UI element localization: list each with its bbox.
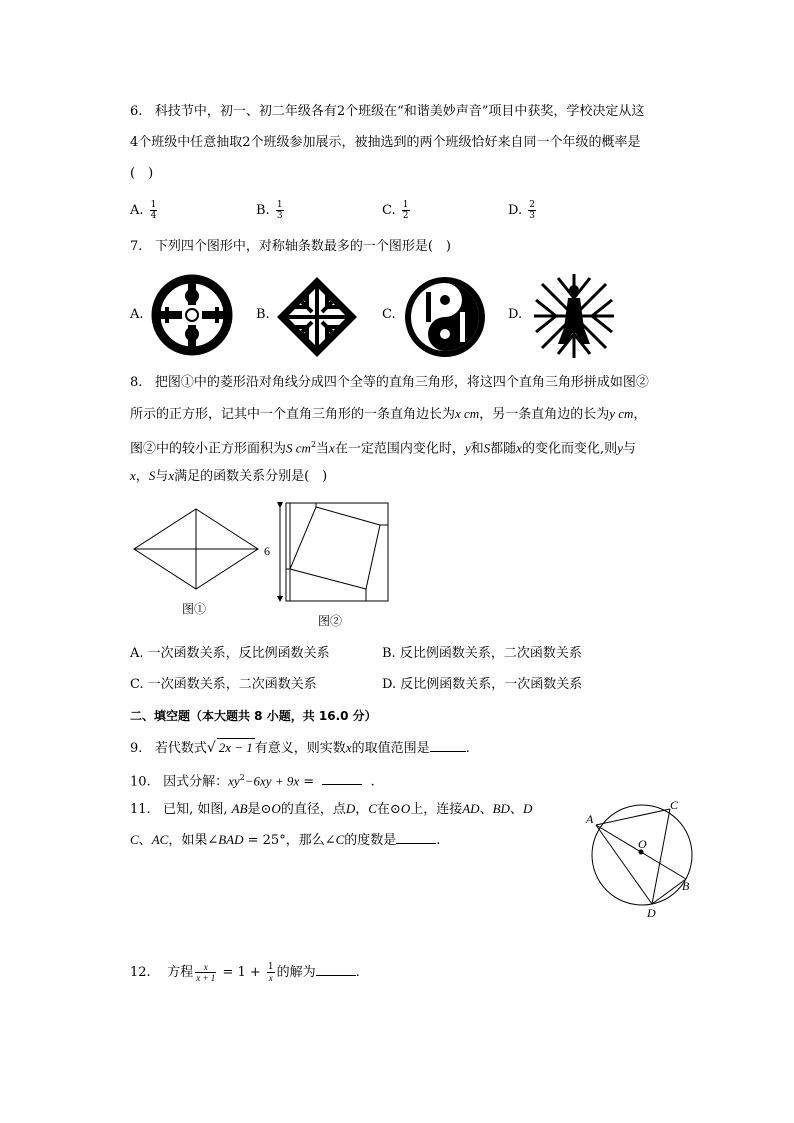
q7-option-d-label: D. (508, 307, 523, 322)
q11-line2 (130, 831, 440, 850)
numerator: 1 (267, 962, 274, 972)
q6-line1 (130, 103, 644, 121)
answer-blank[interactable] (430, 739, 466, 752)
fraction (267, 962, 275, 983)
label-o: O (638, 837, 647, 851)
math-var: y (617, 440, 623, 456)
dot-1 (302, 295, 308, 301)
denominator: 3 (529, 211, 535, 221)
q7-figure-b (274, 274, 360, 360)
q7-figure-a (151, 274, 233, 356)
text: 有意义，则实数 (254, 741, 346, 756)
q8-figure-rhombus (130, 505, 262, 595)
denominator: 4 (150, 211, 157, 221)
option-label: B. (256, 203, 270, 218)
text: 所示的正方形，记其中一个直角三角形的一条直角边长为 (130, 407, 456, 422)
text: ，那么∠ (285, 833, 336, 848)
math-var: AB (231, 801, 248, 816)
math-var: y (464, 440, 471, 456)
sqrt-symbol: √ (206, 740, 216, 756)
q11-number: 11. (130, 802, 151, 817)
math-var: AD (462, 801, 480, 816)
text: 的变化而变化,则 (521, 441, 618, 457)
text: ，如果∠ (168, 833, 219, 848)
math-var: D (345, 801, 356, 816)
text: 都随 (490, 441, 517, 457)
head (569, 285, 579, 295)
text: 方程 (167, 965, 194, 980)
label-c: C (670, 798, 679, 812)
q10-number: 10. (130, 774, 151, 790)
math-var: x (329, 440, 335, 456)
text: 已知, 如图, (163, 802, 232, 817)
numerator: 1 (150, 200, 157, 210)
text: = 25° (243, 833, 286, 848)
math-expr: xy (228, 773, 240, 789)
q8-text-line1: 把图①中的菱形沿对角线分成四个全等的直角三角形，将这四个直角三角形拼成如图② (154, 375, 649, 390)
text: = (299, 774, 315, 790)
tick-r2 (223, 307, 227, 323)
text: 在一定范围内变化时， (334, 441, 465, 457)
q7-figure-c (400, 272, 490, 362)
q8-option-c: C. 一次函数关系，二次函数关系 (130, 677, 317, 692)
denominator: 2 (402, 211, 409, 221)
tick-l1 (157, 307, 161, 323)
text: 、 (509, 802, 523, 817)
text: 是⊙ (247, 802, 272, 817)
answer-blank[interactable] (322, 772, 362, 785)
text: . (355, 965, 360, 980)
denominator: x + 1 (196, 973, 216, 983)
text: 与 (622, 441, 636, 457)
q6-option-c (382, 200, 412, 221)
q8-figure-square (258, 497, 392, 607)
q9-number: 9. (130, 741, 143, 756)
numerator: 1 (402, 200, 409, 210)
math-var: C (335, 832, 345, 847)
q8-number: 8. (130, 375, 143, 390)
numerator: x (195, 962, 216, 973)
q12-number: 12. (130, 965, 151, 980)
math-var: x (516, 440, 522, 456)
math-var: x (168, 468, 175, 483)
q7-line (130, 238, 451, 256)
center-ring (186, 309, 198, 321)
text: 的取值范围是 (351, 741, 430, 756)
q6-paren: ( ) (130, 166, 154, 181)
text: 、 (479, 802, 493, 817)
tick-r1 (215, 307, 219, 323)
yang-dot (440, 329, 450, 339)
q8-line1 (130, 374, 649, 392)
math-var: y cm (609, 406, 634, 421)
text: . (465, 741, 470, 756)
section-title: 二、填空题（本大题共 8 小题，共 16.0 分） (130, 709, 377, 723)
q8-line2 (130, 405, 646, 424)
math-var: D (522, 801, 533, 816)
option-label: D. (508, 203, 523, 218)
option-label: C. (382, 203, 396, 218)
q9-line (130, 738, 470, 758)
q8-fig2-caption: 图② (318, 614, 343, 628)
label-d: D (647, 906, 656, 920)
q6-number: 6. (130, 104, 143, 119)
q8-fig1-caption: 图① (182, 602, 207, 616)
text: 的解为 (276, 965, 316, 980)
q7-option-b-label: B. (256, 307, 270, 322)
inner-tilted-square (290, 507, 380, 589)
denominator: 3 (276, 211, 283, 221)
q8-option-b: B. 反比例函数关系，二次函数关系 (382, 646, 582, 661)
answer-blank[interactable] (316, 963, 356, 976)
fraction (150, 200, 158, 221)
superscript: 2 (239, 773, 245, 782)
label-b: B (682, 879, 690, 893)
dimension-label: 6 (264, 544, 270, 558)
math-var: S (483, 440, 491, 456)
fraction (276, 200, 284, 221)
q8-option-a: A. 一次函数关系，反比例函数关系 (130, 646, 330, 661)
dot-3 (302, 333, 308, 339)
dot-top (185, 289, 199, 303)
text: ， (135, 469, 149, 484)
text: 的直径，点 (280, 802, 346, 817)
dot-2 (326, 295, 332, 301)
math-var: C (130, 832, 139, 847)
dot-4 (326, 333, 332, 339)
text: 上，连接 (410, 802, 463, 817)
option-label: A. (130, 203, 144, 218)
text: ， (633, 407, 647, 422)
math-var: BAD (218, 832, 244, 847)
outer-square (286, 503, 388, 601)
q7-option-a-label: A. (130, 307, 144, 322)
superscript: 2 (310, 440, 317, 449)
math-var: x cm (455, 406, 480, 421)
fraction (402, 200, 410, 221)
math-var: x (345, 740, 352, 755)
text: . (436, 833, 441, 848)
segment-ac (596, 809, 670, 825)
q6-option-d (508, 200, 538, 221)
fraction (528, 200, 536, 221)
q7-figure-d (528, 268, 620, 364)
bar-vertical (426, 292, 431, 322)
text: = 1 + (218, 965, 265, 980)
radicand: 2x − 1 (218, 740, 253, 755)
q8-line3 (130, 436, 636, 458)
tick-l2 (165, 307, 169, 323)
numerator: 2 (529, 200, 535, 210)
q6-text-line2: 4个班级中任意抽取2个班级参加展示，被抽选到的两个班级恰好来自同一个年级的概率是 (130, 135, 641, 150)
q8-option-d: D. 反比例函数关系，一次函数关系 (382, 677, 583, 692)
dot-bottom (185, 327, 199, 341)
denominator: x (268, 973, 273, 983)
text: 当 (316, 441, 330, 457)
q10-line (130, 769, 375, 791)
math-var: x (130, 468, 136, 483)
numerator: 1 (276, 200, 283, 210)
q7-text: 下列四个图形中，对称轴条数最多的一个图形是( ) (154, 239, 451, 254)
math-var: C (368, 801, 377, 816)
math-var: BD (492, 801, 510, 816)
text: ， (355, 802, 369, 817)
text: 和 (470, 441, 484, 457)
answer-blank[interactable] (396, 831, 436, 844)
text: 、 (138, 833, 152, 848)
q6-option-a (130, 200, 159, 221)
fraction (195, 962, 216, 983)
text: 若代数式 (154, 741, 207, 756)
q7-option-c-label: C. (382, 307, 396, 322)
math-expr: −6xy + 9x (244, 773, 300, 789)
q11-line1 (130, 800, 532, 819)
segment-bd (652, 879, 686, 904)
maze-pattern (287, 287, 347, 347)
q7-number: 7. (130, 239, 143, 254)
text: 因式分解： (163, 774, 229, 790)
math-var: AC (151, 832, 169, 847)
q6-text-line1: 科技节中，初一、初二年级各有2个班级在“和谐美妙声音”项目中获奖，学校决定从这 (154, 104, 645, 119)
q11-figure-circle (584, 795, 700, 925)
q6-option-b (256, 200, 286, 221)
text: 在⊙ (376, 802, 401, 817)
text: 满足的函数关系分别是( ) (174, 469, 328, 484)
text: ，另一条直角边的长为 (479, 407, 610, 422)
yin-dot (440, 295, 450, 305)
q12-line (130, 962, 360, 983)
bar-vertical-2 (460, 312, 465, 342)
math-var: S cm (286, 440, 311, 456)
math-var: O (271, 801, 281, 816)
text: 与 (155, 469, 169, 484)
text: 的度数是 (344, 833, 397, 848)
text: 图②中的较小正方形面积为 (130, 441, 287, 457)
math-var: O (400, 801, 411, 816)
label-a: A (586, 812, 594, 826)
q8-line4 (130, 467, 327, 486)
math-var: S (148, 468, 156, 483)
text: . (370, 774, 375, 790)
segment-dc (652, 809, 670, 904)
